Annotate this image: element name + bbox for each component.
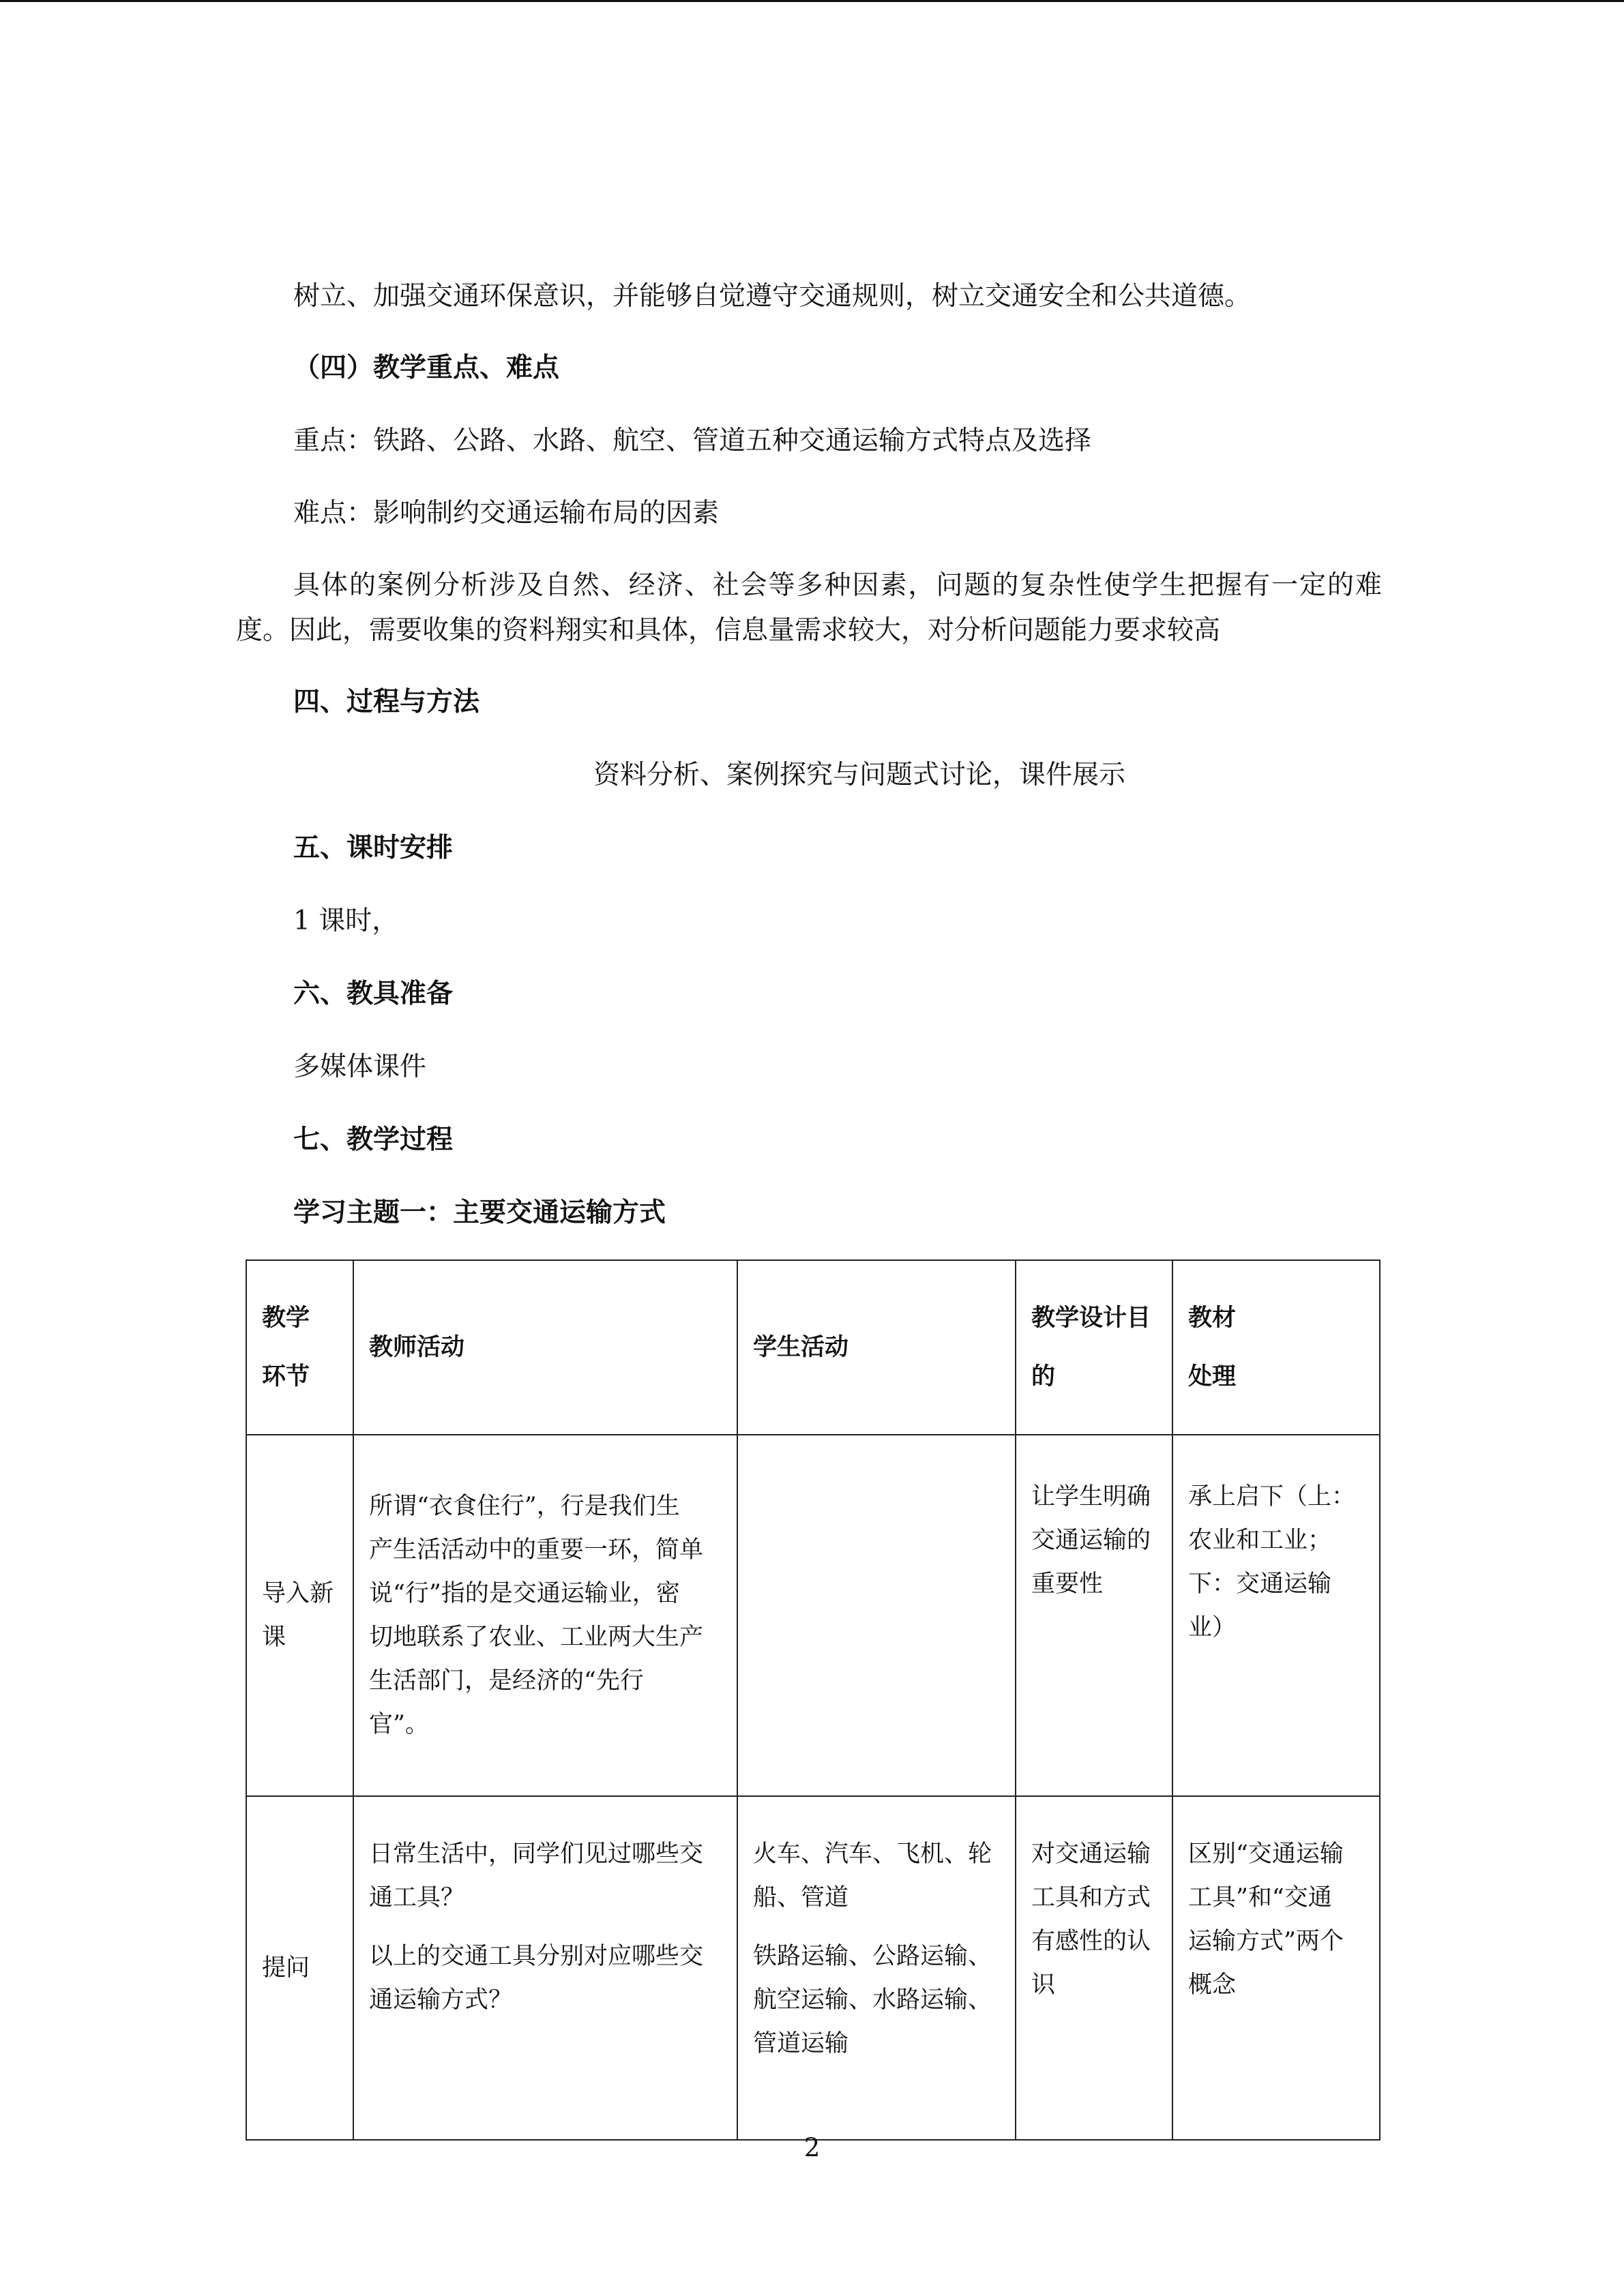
text-key-point: 重点：铁路、公路、水路、航空、管道五种交通运输方式特点及选择 bbox=[293, 426, 1092, 456]
heading-tools: 六、教具准备 bbox=[293, 978, 454, 1009]
cell-stage: 提问 bbox=[246, 1796, 353, 2140]
cell-material-handling: 区别“交通运输 工具”和“交通 运输方式”两个 概念 bbox=[1172, 1796, 1380, 2140]
heading-teaching-process: 七、教学过程 bbox=[293, 1124, 454, 1155]
header-student-activity: 学生活动 bbox=[737, 1260, 1016, 1435]
page-number: 2 bbox=[803, 2133, 821, 2162]
cell-design-purpose: 对交通运输 工具和方式 有感性的认 识 bbox=[1016, 1796, 1172, 2140]
cell-stage: 导入新 课 bbox=[246, 1435, 353, 1796]
header-material-handling: 教材 处理 bbox=[1172, 1260, 1380, 1435]
header-stage: 教学 环节 bbox=[246, 1260, 353, 1435]
heading-key-points: （四）教学重点、难点 bbox=[293, 352, 560, 383]
table-header-row bbox=[246, 1260, 1380, 1435]
table-row bbox=[246, 1796, 1380, 2140]
heading-schedule: 五、课时安排 bbox=[293, 832, 454, 863]
teaching-process-table bbox=[246, 1259, 1381, 2141]
heading-process-method: 四、过程与方法 bbox=[293, 686, 480, 717]
text-schedule: 1 课时， bbox=[293, 906, 399, 936]
page-top-border bbox=[0, 0, 1624, 2]
cell-student-activity: 火车、汽车、飞机、轮 船、管道 铁路运输、公路运输、 航空运输、水路运输、 管道运输 bbox=[737, 1796, 1016, 2140]
text-process-method: 资料分析、案例探究与问题式讨论，课件展示 bbox=[593, 760, 1126, 790]
header-design-purpose: 教学设计目 的 bbox=[1016, 1260, 1172, 1435]
header-teacher-activity: 教师活动 bbox=[353, 1260, 737, 1435]
cell-design-purpose: 让学生明确 交通运输的 重要性 bbox=[1016, 1435, 1172, 1796]
cell-student-activity bbox=[737, 1435, 1016, 1796]
text-tools: 多媒体课件 bbox=[293, 1052, 427, 1082]
cell-material-handling: 承上启下（上： 农业和工业； 下：交通运输 业） bbox=[1172, 1435, 1380, 1796]
cell-teacher-activity: 日常生活中，同学们见过哪些交 通工具？ 以上的交通工具分别对应哪些交 通运输方式？ bbox=[353, 1796, 737, 2140]
heading-theme-one: 学习主题一：主要交通运输方式 bbox=[293, 1197, 666, 1228]
paragraph-difficulty: 具体的案例分析涉及自然、经济、社会等多种因素，问题的复杂性使学生把握有一定的难度。因此，需要收集的资料翔实和具体，信息量需求较大，对分析问题能力要求较高 bbox=[236, 570, 1382, 646]
text-difficult-point: 难点：影响制约交通运输布局的因素 bbox=[293, 498, 720, 528]
table-row bbox=[246, 1435, 1380, 1796]
text-line-environment: 树立、加强交通环保意识，并能够自觉遵守交通规则，树立交通安全和公共道德。 bbox=[293, 281, 1252, 312]
cell-teacher-activity: 所谓“衣食住行”，行是我们生 产生活活动中的重要一环，简单 说“行”指的是交通运输业，密 切地联系了农业、工业两大生产 生活部门，是经济的“先行 官”。 bbox=[353, 1435, 737, 1796]
